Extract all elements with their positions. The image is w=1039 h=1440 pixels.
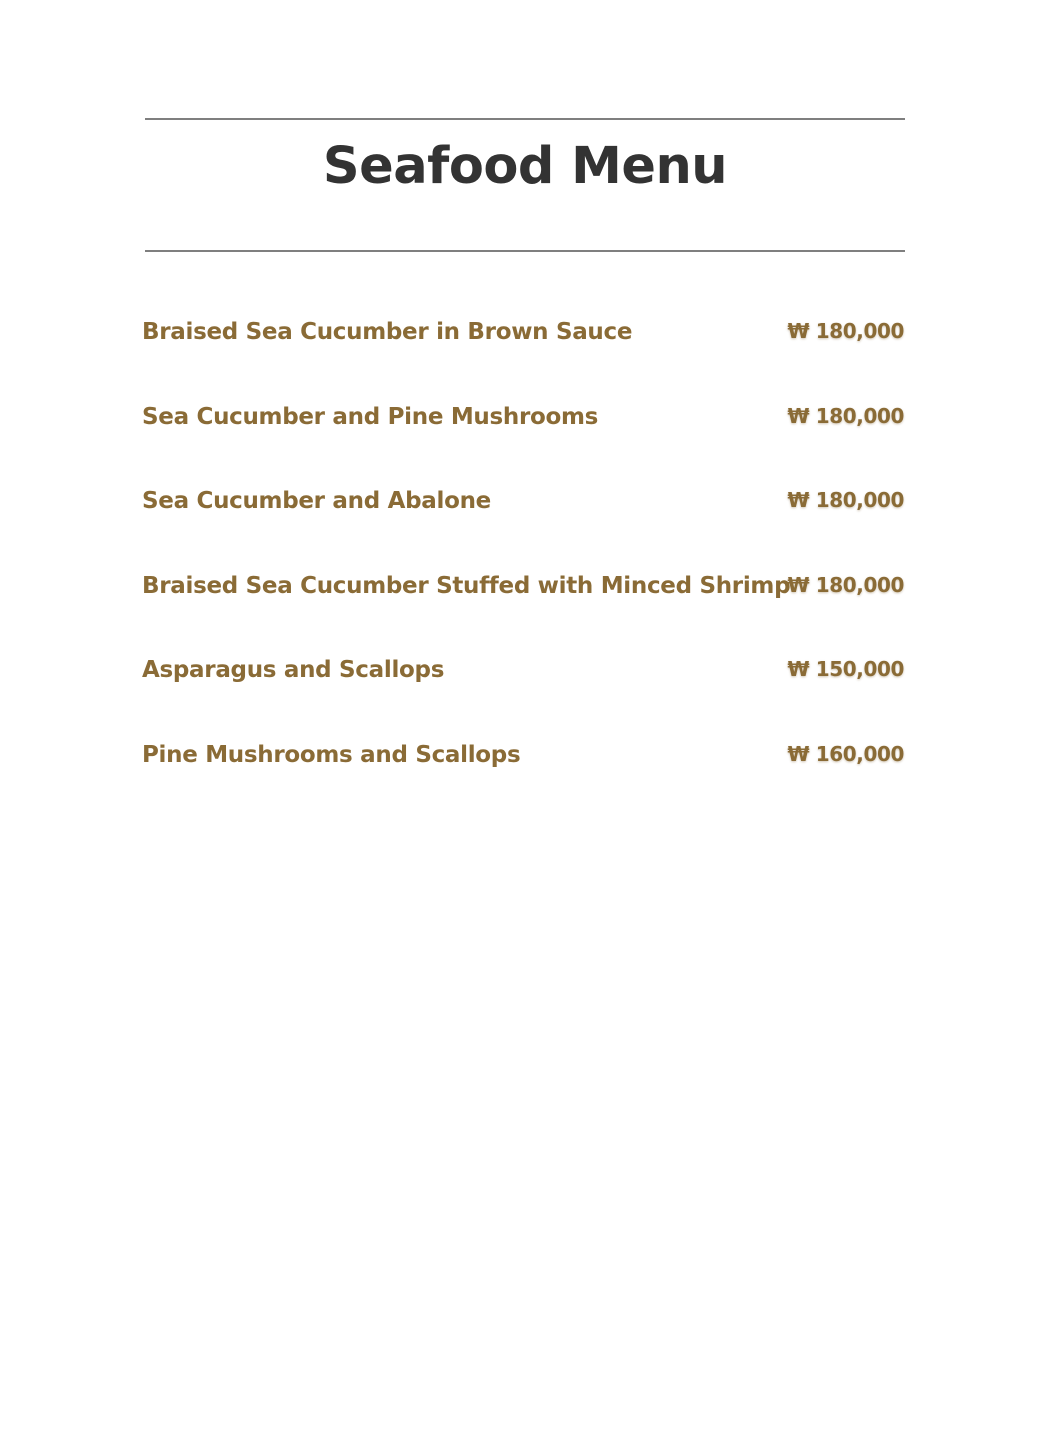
menu-item-name: Sea Cucumber and Abalone [142,488,491,514]
menu-item-price: ₩ 180,000 [787,488,904,512]
menu-item-price: ₩ 160,000 [787,741,904,766]
menu-item [142,723,904,808]
menu-item [142,385,904,470]
menu-item-name: Sea Cucumber and Pine Mushrooms [142,403,599,430]
menu-item-price: ₩ 180,000 [787,403,904,428]
menu-item-name: Asparagus and Scallops [142,657,445,683]
menu-item-price: ₩ 180,000 [787,572,904,597]
menu-item-name: Pine Mushrooms and Scallops [142,741,521,768]
menu-item [142,638,904,723]
menu-item-name: Braised Sea Cucumber in Brown Sauce [142,319,633,345]
menu-title: Seafood Menu [322,137,728,196]
menu-item-price: ₩ 180,000 [787,319,904,343]
menu-item [142,469,904,554]
menu-list [142,300,904,807]
menu-item-name: Braised Sea Cucumber Stuffed with Minced Shrimp [142,572,791,599]
menu-item [142,554,904,639]
menu-item-price: ₩ 150,000 [787,657,904,681]
top-divider [145,118,905,120]
menu-item [142,300,904,385]
bottom-divider [145,250,905,252]
